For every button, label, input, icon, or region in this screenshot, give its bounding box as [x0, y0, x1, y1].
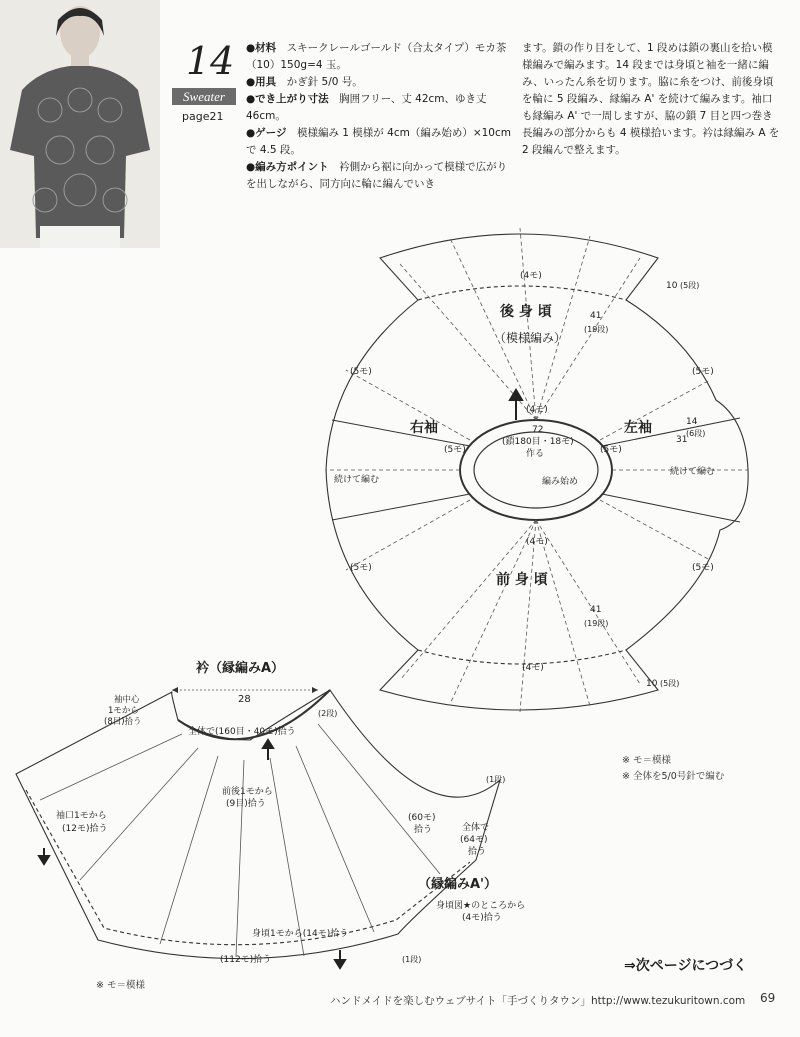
rows-6: (6段) [686, 429, 706, 438]
mo-label: (5モ) [692, 563, 714, 573]
collar-rows: (2段) [318, 709, 338, 718]
continue-label: 続けて編む [334, 475, 380, 485]
page-reference: page21 [182, 110, 224, 123]
mo60-1: (60モ) [408, 813, 436, 823]
pattern-label: （模様編み） [494, 331, 567, 345]
mo-label: (5モ) [350, 367, 372, 377]
materials-line: ●材料 スキークレールゴールド（合太タイプ）モカ茶（10）150g=4 玉。 [246, 42, 507, 71]
rows-1: (1段) [486, 775, 506, 784]
mo60-2: 拾う [414, 825, 433, 835]
total64-1: 全体で [462, 823, 490, 833]
rows-19: (19段) [584, 619, 609, 628]
points-line: ●編み方ポイント 衿側から裾に向かって模様で広がりを出しながら、同方向に輪に編んでいき [246, 161, 508, 190]
total-pickup: 全体で(160目・40モ)拾う [188, 727, 296, 737]
rows-5: (5段) [680, 281, 700, 290]
collar-width: 28 [238, 694, 251, 705]
total64-3: 拾う [468, 847, 487, 857]
needle-note: ※ 全体を5/0号針で編む [622, 771, 725, 782]
mo-label: (5モ) [350, 563, 372, 573]
mo-label: (5モ) [444, 445, 466, 455]
chain-count: 72 [532, 425, 544, 435]
mo-label: (4モ) [526, 405, 548, 415]
collar-title: 衿（縁編みA） [196, 661, 285, 676]
right-sleeve-label: 右袖 [410, 420, 438, 436]
rows-19: (19段) [584, 325, 609, 334]
category-badge: Sweater [172, 88, 236, 105]
front-body-label: 前 身 頃 [496, 572, 548, 588]
mo-note-bottom: ※ モ＝模様 [96, 980, 145, 991]
continue-label: 続けて編む [670, 467, 716, 477]
left-sleeve-label: 左袖 [624, 420, 652, 436]
total64-2: (64モ) [460, 835, 488, 845]
center-note-2: 1モから [108, 706, 139, 716]
chain-detail: (鎖180目・18モ) [502, 437, 574, 447]
mo-label: (5モ) [600, 445, 622, 455]
mo-note: ※ モ＝模様 [622, 755, 671, 766]
rows-1: (1段) [402, 955, 422, 964]
length-10: 10 [646, 679, 658, 689]
length-31: 31 [676, 435, 688, 445]
mo-label: (4モ) [526, 537, 548, 547]
body-pickup-note: 身頃1モから(14モ)拾う [252, 929, 349, 939]
edging-title: （縁編みA'） [418, 877, 498, 892]
cuff-note-2: (12モ)拾う [62, 824, 108, 834]
center-note-3: (8目)拾う [104, 717, 142, 727]
length-41: 41 [590, 605, 602, 615]
make-label: 作る [526, 449, 545, 459]
tools-line: ●用具 かぎ針 5/0 号。 [246, 76, 363, 88]
website-footer: ハンドメイドを楽しむウェブサイト「手づくりタウン」http://www.tezukuritown.com [330, 995, 746, 1007]
neck-outer [460, 420, 612, 520]
rows-5: (5段) [660, 679, 680, 688]
cuff-note-1: 袖口1モから [56, 811, 107, 821]
star-note-2: (4モ)拾う [462, 913, 502, 923]
mo-label: (5モ) [692, 367, 714, 377]
front-back-note-1: 前後1モから [222, 787, 273, 797]
mo-label: (4モ) [520, 271, 542, 281]
length-41: 41 [590, 311, 602, 321]
star-note-1: 身頃図★のところから [436, 901, 526, 911]
page-number: 69 [760, 991, 776, 1005]
next-page-note: ⇒次ページにつづく [624, 958, 748, 974]
instructions-continued: ます。鎖の作り目をして、1 段めは鎖の裏山を拾い模様編みで編みます。14 段までは身頃と袖を一緒に編み、いったん糸を切ります。脇に糸をつけ、前後身頃を輪に 5 段編み、縁編み A' を続けて編みます。袖口も縁編み A' で一周しますが、脇の鎖 7 目と四つ巻き長編みの部分からも 4 模様拾います。衿は縁編み A を 2 段編んで整えます。 [522, 42, 780, 156]
start-label: 編み始め [542, 477, 579, 487]
length-10: 10 [666, 281, 678, 291]
mo-label: (4モ) [522, 663, 544, 673]
back-body-label: 後 身 頃 [500, 304, 552, 320]
pickup-112: (112モ)拾う [220, 955, 272, 965]
pattern-number: 14 [186, 39, 235, 83]
length-14: 14 [686, 417, 698, 427]
gauge-line: ●ゲージ 模様編み 1 模様が 4cm（編み始め）×10cm で 4.5 段。 [246, 127, 511, 156]
front-back-note-2: (9目)拾う [226, 799, 266, 809]
size-line: ●でき上がり寸法 胸囲フリー、丈 42cm、ゆき丈 46cm。 [246, 93, 487, 122]
center-note-1: 袖中心 [114, 695, 140, 705]
